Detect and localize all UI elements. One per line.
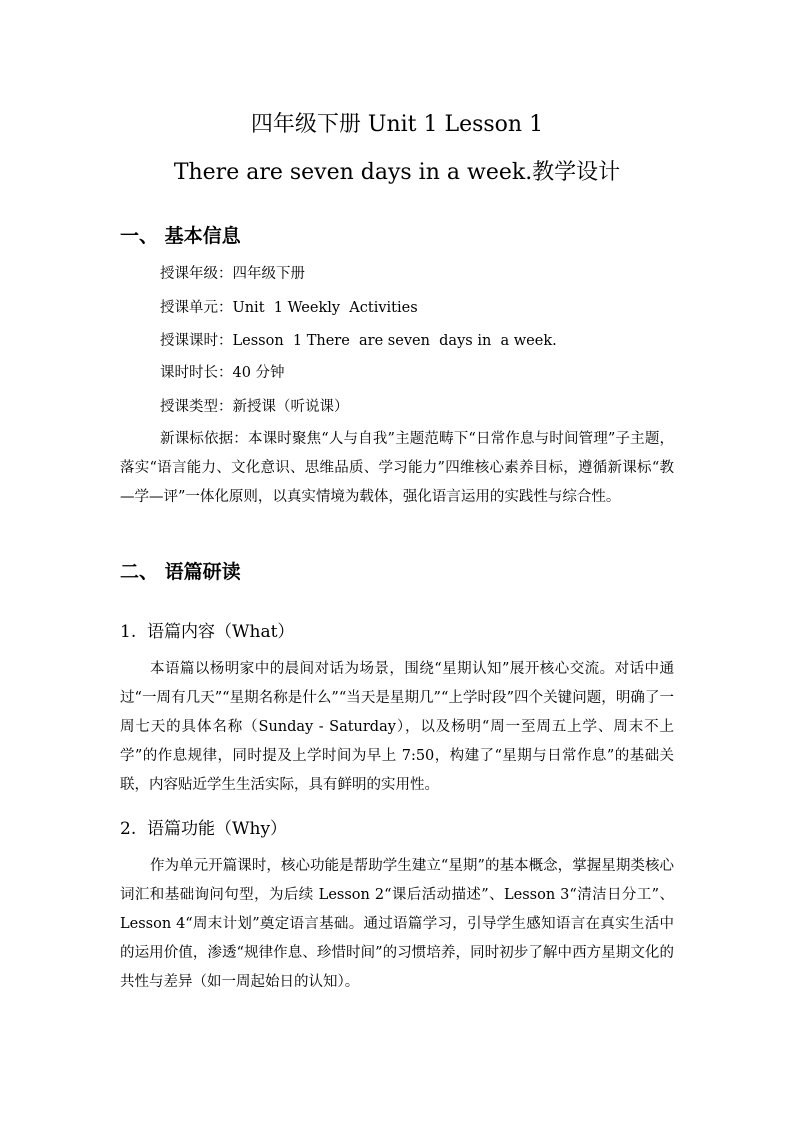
section-heading-text-analysis: 二、 语篇研读 <box>120 561 241 583</box>
info-value: 新授课（听说课） <box>232 399 349 415</box>
info-label: 授课年级： <box>160 266 233 282</box>
why-paragraph: 作为单元开篇课时，核心功能是帮助学生建立“星期”的基本概念，掌握星期类核心词汇和基础询问句型，为后续 Lesson 2“课后活动描述”、Lesson 3“清洁日分工”、Lesson 4“周末计划”奠定语言基础。通过语篇学习，引导学生感知语言在真实生活中的运用价值，渗透“规律作息、珍惜时间”的习惯培养，同时初步了解中西方星期文化的共性与差异（如一周起始日的认知）。 <box>120 858 674 990</box>
info-value: 40 分钟 <box>232 365 285 381</box>
info-value: Lesson 1 There are seven days in a week. <box>232 333 557 349</box>
info-value: 四年级下册 <box>232 266 305 282</box>
curriculum-basis-paragraph: 新课标依据：本课时聚焦“人与自我”主题范畴下“日常作息与时间管理”子主题，落实“语言能力、文化意识、思维品质、学习能力”四维核心素养目标，遵循新课标“教—学—评”一体化原则，以真实情境为载体，强化语言运用的实践性与综合性。 <box>120 431 674 505</box>
subsection-heading-what: 1. 语篇内容（What） <box>120 622 295 642</box>
info-label: 课时时长： <box>160 365 233 381</box>
info-value: Unit 1 Weekly Activities <box>232 300 418 316</box>
subsection-heading-why: 2. 语篇功能（Why） <box>120 819 288 839</box>
what-paragraph: 本语篇以杨明家中的晨间对话为场景，围绕“星期认知”展开核心交流。对话中通过“一周有几天”“星期名称是什么”“当天是星期几”“上学时段”四个关键问题，明确了一周七天的具体名称（Sunday - Saturday），以及杨明“周一至周五上学、周末不上学”的作息规律，同时提及上学时间为早上 7:50，构建了“星期与日常作息”的基础关联，内容贴近学生生活实际，具有鲜明的实用性。 <box>120 661 674 793</box>
section-heading-basic-info: 一、 基本信息 <box>120 225 241 247</box>
info-row-duration <box>160 362 285 384</box>
info-label: 授课课时： <box>160 333 233 349</box>
info-row-unit <box>160 297 418 319</box>
info-row-lesson <box>160 330 557 352</box>
info-row-grade <box>160 263 305 285</box>
document-title-line-2: There are seven days in a week.教学设计 <box>173 160 621 185</box>
info-label: 授课单元： <box>160 300 233 316</box>
info-row-type <box>160 396 349 418</box>
info-label: 授课类型： <box>160 399 233 415</box>
document-title-line-1: 四年级下册 Unit 1 Lesson 1 <box>250 112 544 137</box>
